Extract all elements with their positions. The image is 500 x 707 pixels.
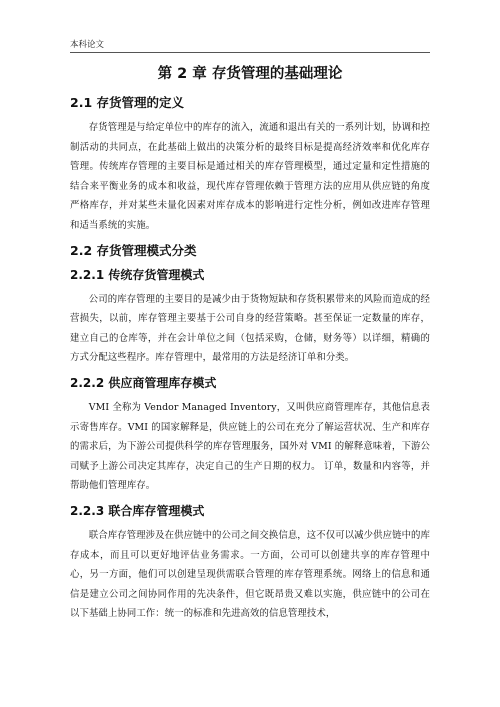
section-body-2-2-3: 联合库存管理涉及在供应链中的公司之间交换信息，这不仅可以减少供应链中的库存成本，而且可以更好地评估业务需求。一方面，公司可以创建共享的库存管理中心，另一方面，他们可以创建呈现供需联合管理的库存管理系统。网络上的信息和通信是建立公司之间协同作用的先决条件，但它既昂贵又难以实施，供应链中的公司在以下基础上协同工作：统一的标准和先进高效的信息管理技术，: [70, 529, 430, 620]
section-heading-2-1: 2.1 存货管理的定义: [70, 95, 184, 110]
section-heading-2-2-1: 2.2.1 传统存货管理模式: [70, 267, 205, 282]
section-heading-2-2-3: 2.2.3 联合库存管理模式: [70, 503, 205, 518]
section-body-2-2-1: 公司的库存管理的主要目的是减少由于货物短缺和存货积累带来的风险而造成的经营损失，以前，库存管理主要基于公司自身的经营策略。甚至保证一定数量的库存，建立自己的仓库等，并在会计单位之间（包括采购，仓储，财务等）以详细，精确的方式分配这些程序。库存管理中，最常用的方法是经济订单和分类。: [70, 293, 430, 364]
chapter-title: 第 2 章 存货管理的基础理论: [157, 66, 343, 82]
section-body-2-1: 存货管理是与给定单位中的库存的流入，流通和退出有关的一系列计划，协调和控制活动的共同点，在此基础上做出的决策分析的最终目标是提高经济效率和优化库存管理。传统库存管理的主要目标是通过相关的库存管理模型，通过定量和定性措施的结合来平衡业务的成本和收益，现代库存管理依赖于管理方法的应用从供应链的角度严格库存，并对某些未量化因素对库存成本的影响进行定性分析，例如改进库存管理和适当系统的实施。: [70, 122, 430, 231]
page-content: [70, 64, 430, 630]
running-header: 本科论文: [70, 40, 105, 50]
section-heading-2-2: 2.2 存货管理模式分类: [70, 242, 197, 258]
section-heading-2-2-2: 2.2.2 供应商管理库存模式: [70, 375, 217, 390]
section-body-2-2-2: VMI 全称为 Vendor Managed Inventory，又叫供应商管理库存，其他信息表示寄售库存。VMI 的国家解释是，供应链上的公司在充分了解运营状况、生产和库存的需求后，为下游公司提供科学的库存管理服务，国外对 VMI 的解释意味着，下游公司赋予上游公司决定其库存，决定自己的生产日期的权力。 订单，数量和内容等，并帮助他们管理库存。: [70, 401, 430, 492]
header-divider: [70, 52, 430, 53]
